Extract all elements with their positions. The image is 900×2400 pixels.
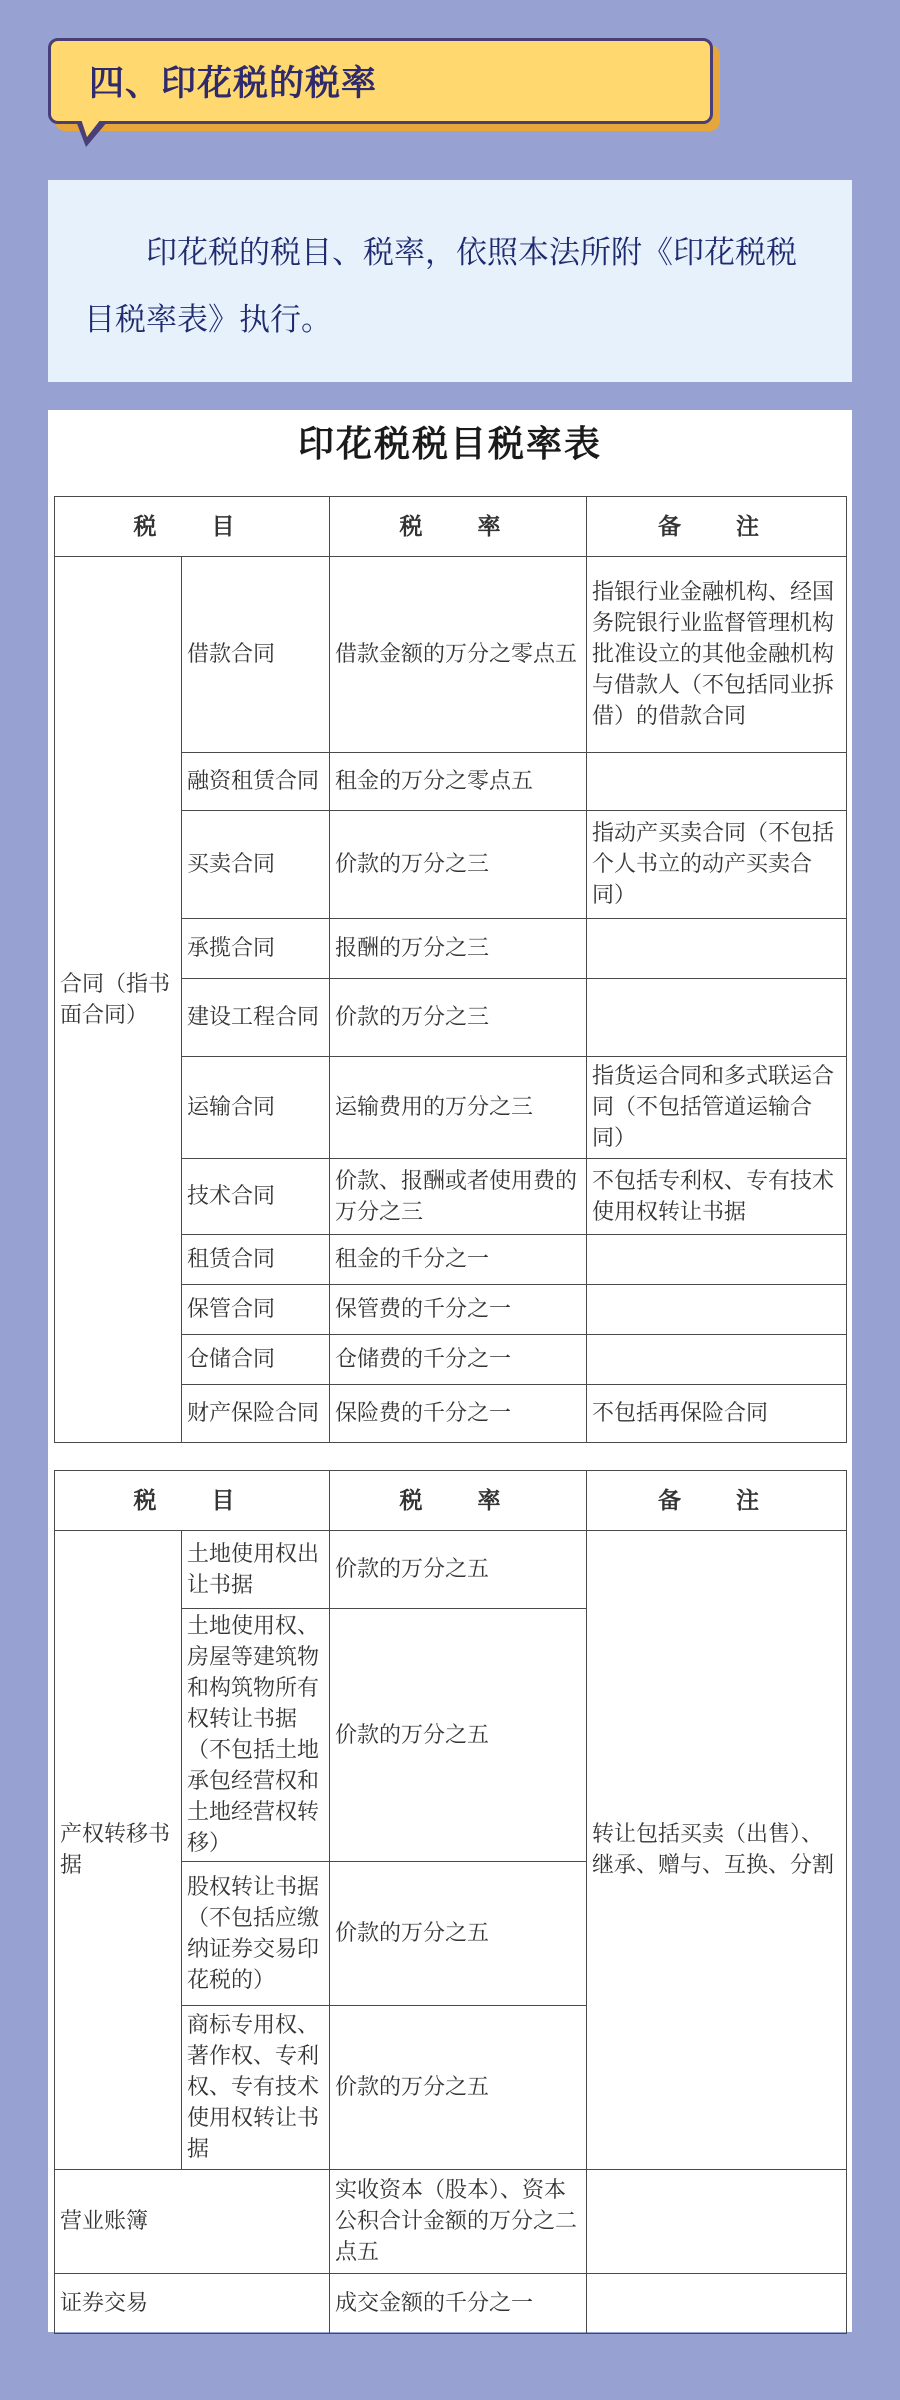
ledger-note — [587, 2170, 847, 2274]
row-note — [587, 1285, 847, 1335]
row-item: 土地使用权出让书据 — [182, 1531, 330, 1609]
row-rate: 价款的万分之三 — [330, 979, 587, 1057]
header-rate: 税 率 — [330, 497, 587, 557]
category-contracts: 合同（指书面合同） — [55, 557, 182, 1443]
row-item: 借款合同 — [182, 557, 330, 753]
row-rate: 借款金额的万分之零点五 — [330, 557, 587, 753]
row-rate: 价款的万分之三 — [330, 811, 587, 919]
intro-box — [48, 180, 852, 382]
table-header-row — [55, 1471, 847, 1531]
table-row — [55, 1531, 847, 1609]
row-note: 指银行业金融机构、经国务院银行业监督管理机构批准设立的其他金融机构与借款人（不包括同业拆借）的借款合同 — [587, 557, 847, 753]
row-item: 技术合同 — [182, 1159, 330, 1235]
header-item: 税 目 — [55, 497, 330, 557]
row-note — [587, 919, 847, 979]
table-title: 印花税税目税率表 — [297, 423, 602, 465]
row-item: 土地使用权、房屋等建筑物和构筑物所有权转让书据（不包括土地承包经营权和土地经营权转移） — [182, 1609, 330, 1862]
row-item: 运输合同 — [182, 1057, 330, 1159]
row-note — [587, 753, 847, 811]
row-item: 商标专用权、著作权、专利权、专有技术使用权转让书据 — [182, 2006, 330, 2170]
table-row — [55, 2170, 847, 2274]
row-item: 融资租赁合同 — [182, 753, 330, 811]
row-rate: 价款、报酬或者使用费的万分之三 — [330, 1159, 587, 1235]
row-note: 指货运合同和多式联运合同（不包括管道运输合同） — [587, 1057, 847, 1159]
row-item: 财产保险合同 — [182, 1385, 330, 1443]
securities-note — [587, 2274, 847, 2334]
row-rate: 租金的万分之零点五 — [330, 753, 587, 811]
securities-item: 证券交易 — [55, 2274, 330, 2334]
row-note: 不包括再保险合同 — [587, 1385, 847, 1443]
row-item: 仓储合同 — [182, 1335, 330, 1385]
row-note — [587, 1335, 847, 1385]
table-header-row — [55, 497, 847, 557]
header-rate: 税 率 — [330, 1471, 587, 1531]
row-rate: 价款的万分之五 — [330, 1531, 587, 1609]
rate-table-other — [54, 1470, 847, 2334]
ledger-rate: 实收资本（股本）、资本公积合计金额的万分之二点五 — [330, 2170, 587, 2274]
row-rate: 保管费的千分之一 — [330, 1285, 587, 1335]
property-note: 转让包括买卖（出售）、继承、赠与、互换、分割 — [587, 1531, 847, 2170]
header-note: 备 注 — [587, 497, 847, 557]
ledger-item: 营业账簿 — [55, 2170, 330, 2274]
header-item: 税 目 — [55, 1471, 330, 1531]
row-item: 买卖合同 — [182, 811, 330, 919]
row-item: 承揽合同 — [182, 919, 330, 979]
banner-tail-inner — [81, 119, 101, 137]
row-note — [587, 1235, 847, 1285]
row-rate: 价款的万分之五 — [330, 1609, 587, 1862]
rate-table-contracts — [54, 496, 847, 1443]
header-note: 备 注 — [587, 1471, 847, 1531]
row-rate: 价款的万分之五 — [330, 1862, 587, 2006]
row-rate: 报酬的万分之三 — [330, 919, 587, 979]
table-row — [55, 557, 847, 753]
row-item: 租赁合同 — [182, 1235, 330, 1285]
section-title: 四、印花税的税率 — [89, 64, 378, 104]
row-rate: 保险费的千分之一 — [330, 1385, 587, 1443]
row-rate: 租金的千分之一 — [330, 1235, 587, 1285]
row-item: 保管合同 — [182, 1285, 330, 1335]
row-note: 指动产买卖合同（不包括个人书立的动产买卖合同） — [587, 811, 847, 919]
row-rate: 仓储费的千分之一 — [330, 1335, 587, 1385]
intro-text: 印花税的税目、税率，依照本法所附《印花税税目税率表》执行。 — [84, 235, 797, 338]
section-banner — [48, 38, 713, 124]
rate-table-card — [48, 410, 852, 2332]
securities-rate: 成交金额的千分之一 — [330, 2274, 587, 2334]
row-item: 建设工程合同 — [182, 979, 330, 1057]
row-item: 股权转让书据（不包括应缴纳证券交易印花税的） — [182, 1862, 330, 2006]
row-note: 不包括专利权、专有技术使用权转让书据 — [587, 1159, 847, 1235]
row-note — [587, 979, 847, 1057]
row-rate: 运输费用的万分之三 — [330, 1057, 587, 1159]
category-property: 产权转移书据 — [55, 1531, 182, 2170]
row-rate: 价款的万分之五 — [330, 2006, 587, 2170]
table-row — [55, 2274, 847, 2334]
